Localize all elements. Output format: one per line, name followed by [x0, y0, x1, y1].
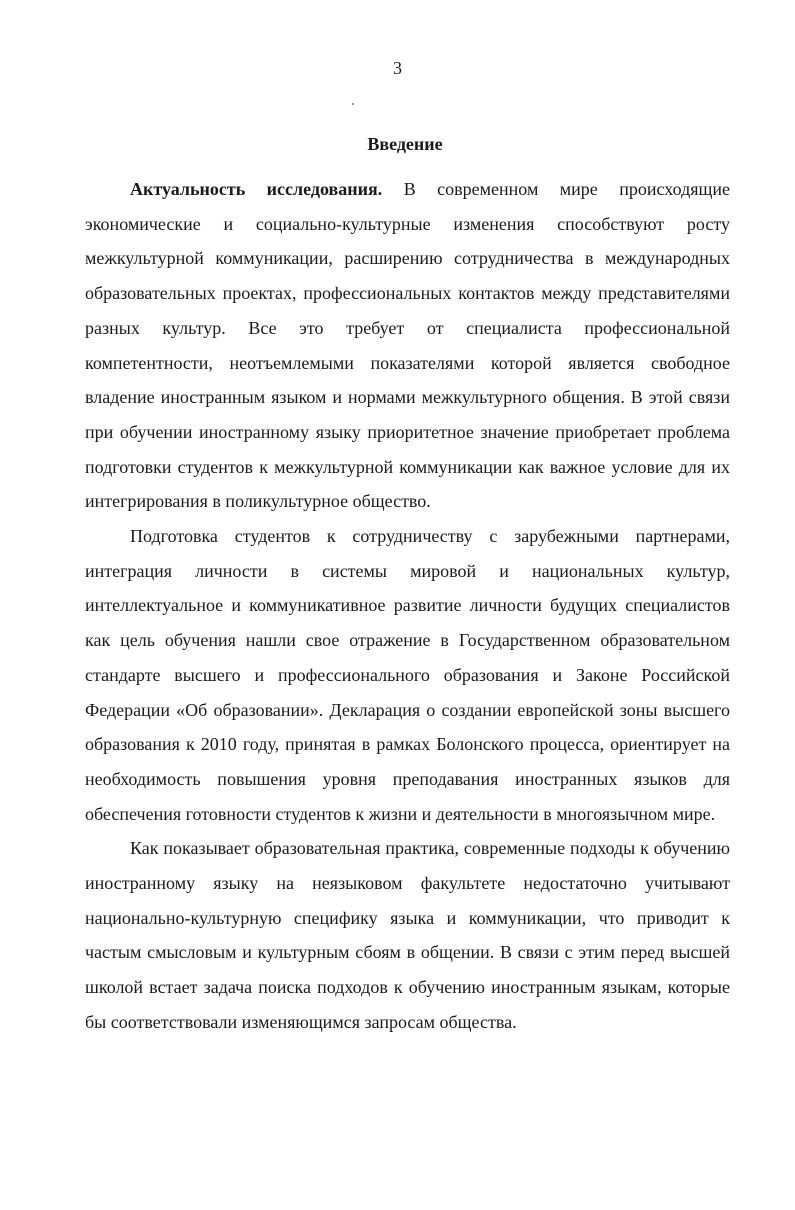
paragraph-training: Подготовка студентов к сотрудничеству с зарубежными партнерами, интеграция личности в системы мировой и национальных культур, интеллектуальное и коммуникативное развитие личности будущих специалистов как цель обучения нашли свое отражение в Государственном образовательном стандарте высшего и профессионального образования и Законе Российской Федерации «Об образовании». Декларация о создании европейской зоны высшего образования к 2010 году, принятая в рамках Болонского процесса, ориентирует на необходимость повышения уровня преподавания иностранных языков для обеспечения готовности студентов к жизни и деятельности в многоязычном мире. — [85, 526, 730, 824]
paragraph-relevance — [85, 172, 730, 519]
paragraph-practice: Как показывает образовательная практика, современные подходы к обучению иностранному языку на неязыковом факультете недостаточно учитывают национально-культурную специфику языка и коммуникации, что приводит к частым смысловым и культурным сбоям в общении. В связи с этим перед высшей школой встает задача поиска подходов к обучению иностранным языкам, которые бы соответствовали изменяющимся запросам общества. — [85, 838, 730, 1032]
section-heading: Введение — [367, 134, 443, 154]
paragraph-lead: Актуальность исследования. — [130, 179, 383, 199]
paragraph-text: В современном мире происходящие экономические и социально-культурные изменения способствуют росту межкультурной коммуникации, расширению сотрудничества в международных образовательных проектах, профессиональных контактов между представителями разных культур. Все это требует от специалиста профессиональной компетентности, неотъемлемыми показателями которой является свободное владение иностранным языком и нормами межкультурного общения. В этой связи при обучении иностранному языку приоритетное значение приобретает проблема подготовки студентов к межкультурной коммуникации как важное условие для их интегрирования в поликультурное общество. — [85, 179, 730, 512]
body-text — [85, 172, 730, 1040]
page-number: 3 — [393, 58, 402, 78]
scan-speck — [352, 103, 354, 105]
